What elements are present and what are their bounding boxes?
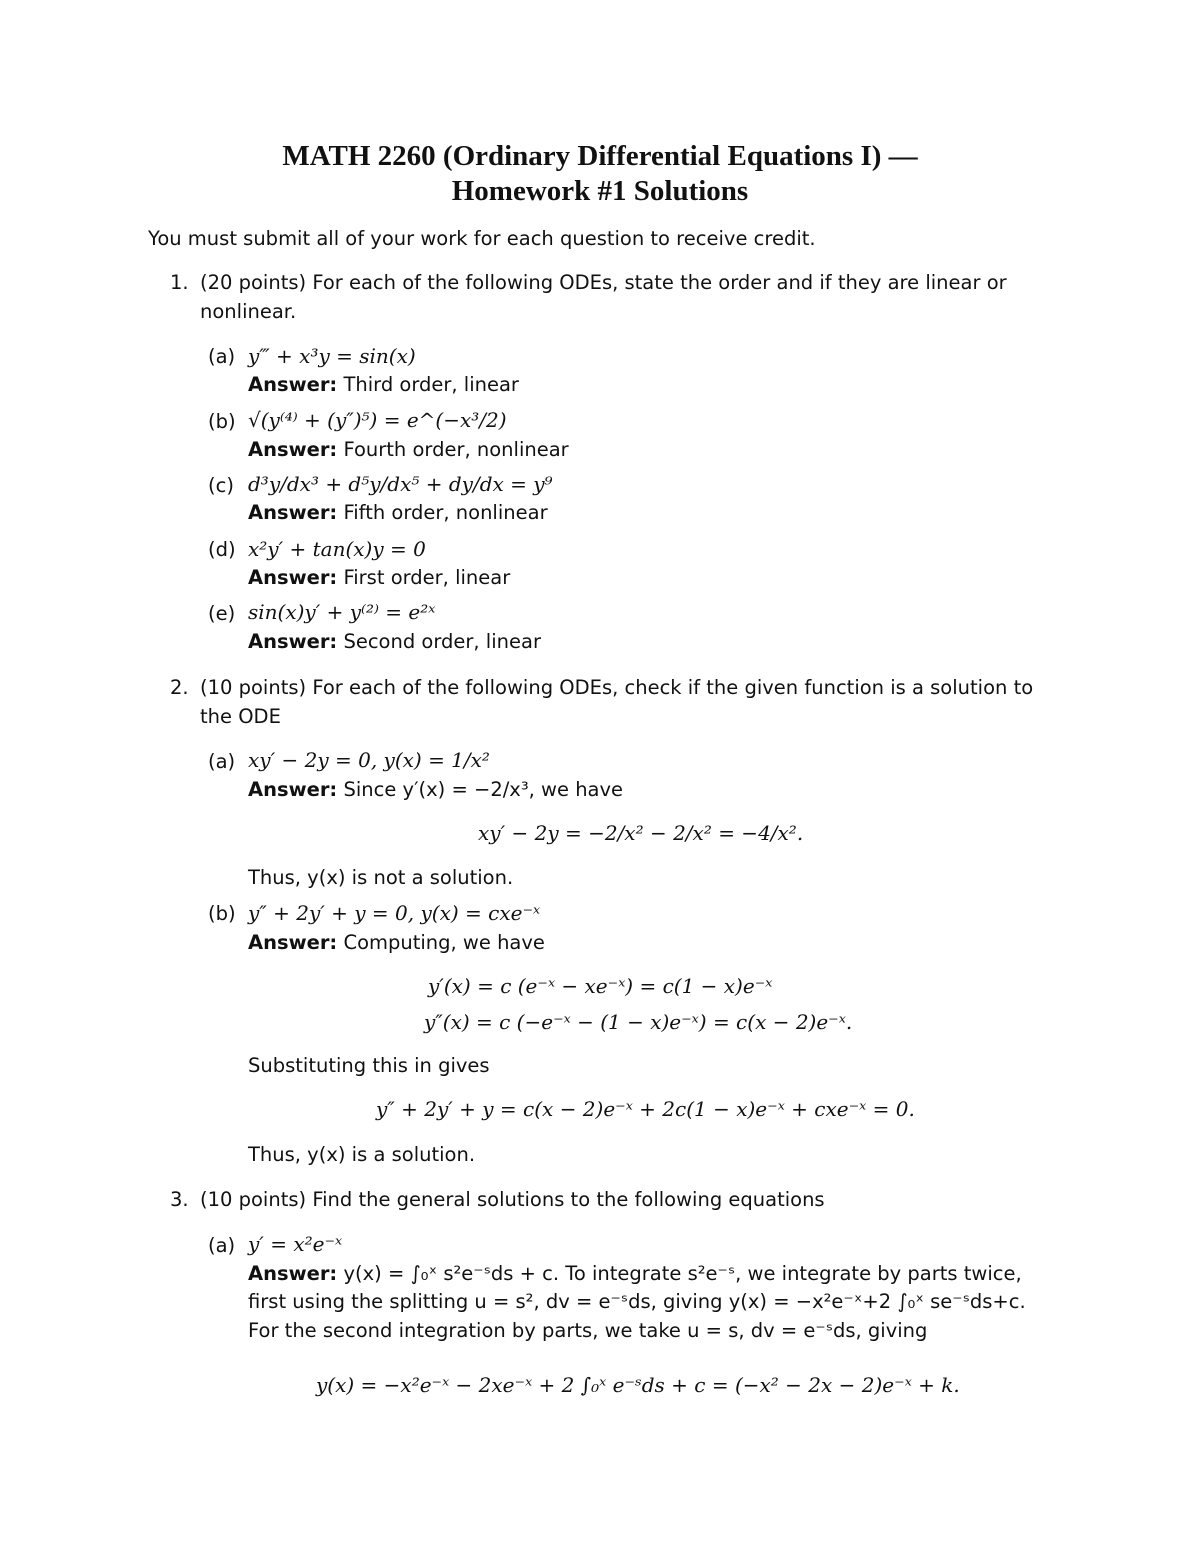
- q3a-display-equation: y(x) = −x²e⁻ˣ − 2xe⁻ˣ + 2 ∫₀ˣ e⁻ˢds + c = (−x² − 2x − 2)e⁻ˣ + k.: [316, 1373, 960, 1397]
- q1a-answer: [248, 373, 519, 396]
- answer-label: Answer:: [248, 438, 338, 461]
- answer-text: Computing, we have: [343, 931, 545, 954]
- q3-number: 3.: [170, 1188, 189, 1211]
- q2b-label: (b): [208, 902, 236, 925]
- q1-text-line1: (20 points) For each of the following ODEs, state the order and if they are linear or: [200, 271, 1007, 294]
- q3a-answer-line3: For the second integration by parts, we take u = s, dv = e⁻ˢds, giving: [248, 1319, 928, 1342]
- page-title: MATH 2260 (Ordinary Differential Equations I) —: [282, 140, 918, 172]
- q3a-label: (a): [208, 1234, 236, 1257]
- answer-label: Answer:: [248, 1262, 338, 1285]
- q1d-answer: [248, 566, 510, 589]
- q1c-answer: [248, 501, 548, 524]
- q1-text-line2: nonlinear.: [200, 300, 297, 323]
- q1e-label: (e): [208, 602, 236, 625]
- q2b-answer: [248, 931, 545, 954]
- answer-label: Answer:: [248, 373, 338, 396]
- answer-label: Answer:: [248, 630, 338, 653]
- q1d-equation: x²y′ + tan(x)y = 0: [248, 537, 426, 561]
- intro-text: You must submit all of your work for each question to receive credit.: [148, 227, 816, 250]
- q3-text: (10 points) Find the general solutions to the following equations: [200, 1188, 825, 1211]
- answer-text: Third order, linear: [343, 373, 519, 396]
- q1e-answer: [248, 630, 541, 653]
- q3a-answer-line2: first using the splitting u = s², dv = e⁻ˢds, giving y(x) = −x²e⁻ˣ+2 ∫₀ˣ se⁻ˢds+c.: [248, 1290, 1026, 1313]
- q2-number: 2.: [170, 676, 189, 699]
- answer-text: y(x) = ∫₀ˣ s²e⁻ˢds + c. To integrate s²e⁻ˢ, we integrate by parts twice,: [343, 1262, 1022, 1285]
- q2b-substituting-text: Substituting this in gives: [248, 1054, 490, 1077]
- q1e-equation: sin(x)y′ + y⁽²⁾ = e²ˣ: [248, 600, 436, 624]
- answer-text: Since y′(x) = −2/x³, we have: [343, 778, 624, 801]
- q1c-label: (c): [208, 474, 234, 497]
- answer-text: Fourth order, nonlinear: [343, 438, 569, 461]
- q1-number: 1.: [170, 271, 189, 294]
- answer-label: Answer:: [248, 931, 338, 954]
- q1a-label: (a): [208, 345, 236, 368]
- answer-text: Second order, linear: [343, 630, 541, 653]
- q2b-conclusion: Thus, y(x) is a solution.: [248, 1143, 476, 1166]
- answer-text: Fifth order, nonlinear: [343, 501, 548, 524]
- answer-text: First order, linear: [343, 566, 511, 589]
- page-subtitle: Homework #1 Solutions: [451, 175, 749, 207]
- q2a-label: (a): [208, 750, 236, 773]
- answer-label: Answer:: [248, 778, 338, 801]
- q2b-equation: y″ + 2y′ + y = 0, y(x) = cxe⁻ˣ: [248, 901, 541, 925]
- q1c-equation: d³y/dx³ + d⁵y/dx⁵ + dy/dx = y⁹: [248, 472, 553, 496]
- q2-text-line1: (10 points) For each of the following ODEs, check if the given function is a solution to: [200, 676, 1034, 699]
- q2b-display-equation-1: y′(x) = c (e⁻ˣ − xe⁻ˣ) = c(1 − x)e⁻ˣ: [428, 974, 773, 998]
- q2b-display-equation-3: y″ + 2y′ + y = c(x − 2)e⁻ˣ + 2c(1 − x)e⁻ˣ + cxe⁻ˣ = 0.: [376, 1097, 915, 1121]
- q3a-equation: y′ = x²e⁻ˣ: [248, 1232, 343, 1256]
- q1a-equation: y‴ + x³y = sin(x): [248, 344, 416, 368]
- q2a-display-equation: xy′ − 2y = −2/x² − 2/x² = −4/x².: [478, 821, 804, 845]
- q2-text-line2: the ODE: [200, 705, 281, 728]
- q1d-label: (d): [208, 538, 236, 561]
- q1b-answer: [248, 438, 569, 461]
- q2a-answer: [248, 778, 623, 801]
- q3a-answer-line1: [248, 1262, 1022, 1285]
- q1b-label: (b): [208, 410, 236, 433]
- q1b-equation: √(y⁽⁴⁾ + (y″)⁵) = e^(−x³/2): [248, 408, 507, 432]
- q2a-conclusion: Thus, y(x) is not a solution.: [248, 866, 514, 889]
- q2a-equation: xy′ − 2y = 0, y(x) = 1/x²: [248, 748, 490, 772]
- q2b-display-equation-2: y″(x) = c (−e⁻ˣ − (1 − x)e⁻ˣ) = c(x − 2)e⁻ˣ.: [424, 1010, 853, 1034]
- answer-label: Answer:: [248, 501, 338, 524]
- answer-label: Answer:: [248, 566, 338, 589]
